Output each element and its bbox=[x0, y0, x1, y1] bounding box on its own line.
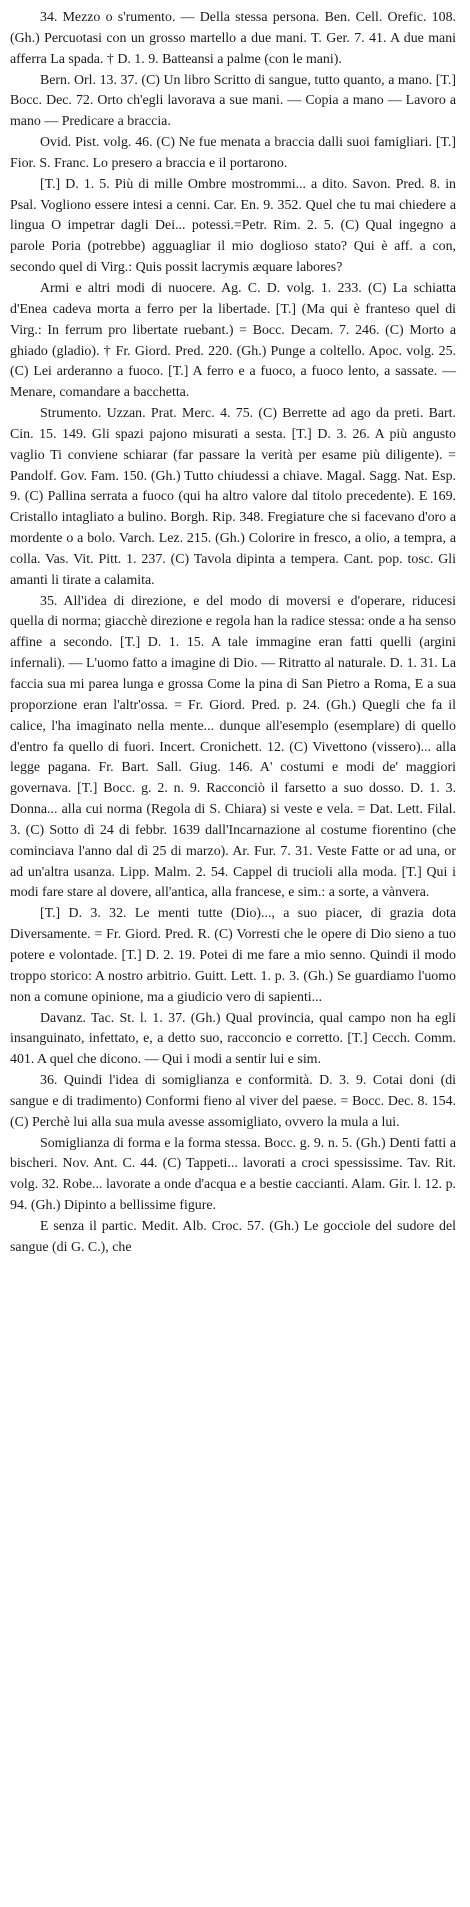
entry-paragraph: Strumento. Uzzan. Prat. Merc. 4. 75. (C) Berrette ad ago da preti. Bart. Cin. 15. 149. Gli spazi pajono misurati a sesta. [T.] D. 3. 26. A più angusto vaglio Ti conviene schiarar (far passare la verità per esame più diligente). = Pandolf. Gov. Fam. 150. (Gh.) Tutto chiudessi a chiave. Magal. Sagg. Nat. Esp. 9. (C) Pallina serrata a fuoco (qui ha altro valore dal titolo precedente). E 169. Cristallo intagliato a bulino. Borgh. Rip. 348. Fregiature che si facevano d'oro a mordente o a bolo. Varch. Lez. 215. (Gh.) Colorire in fresco, a olio, a tempra, a colla. Vas. Vit. Pitt. 1. 237. (C) Tavola dipinta a tempera. Cant. pop. tosc. Gli amanti li tirate a calamita. bbox=[10, 406, 456, 588]
entry-paragraph: Bern. Orl. 13. 37. (C) Un libro Scritto di sangue, tutto quanto, a mano. [T.] Bocc. Dec. 72. Orto ch'egli lavorava a sue mani. — Copia a mano — Lavoro a mano — Predicare a braccia. bbox=[10, 72, 456, 130]
entry-paragraph: 35. All'idea di direzione, e del modo di moversi e d'operare, riducesi quella di norma; giacchè direzione e regola han la radice stessa: onde a ha senso affine a secondo. [T.] D. 1. 15. A tale immagine eran fatti quelli (argini infernali). — L'uomo fatto a imagine di Dio. — Ritratto al naturale. D. 1. 31. La faccia sua mi parea lunga e grossa Come la pina di San Pietro a Roma, E a sua proporzione eran l'altr'ossa. = Fr. Giord. Pred. p. 24. (Gh.) Quegli che fa il calice, l'ha imaginato nella mente... dunque all'esemplo (esemplare) di quello d'entro fa quello di fuori. Incert. Cronichett. 12. (C) Vivettono (vissero)... alla legge pagana. Fr. Bart. Sall. Giug. 146. A' costumi e modi de' maggiori governava. [T.] Bocc. g. 2. n. 9. Racconciò il farsetto a suo dosso. D. 1. 3. Donna... alla cui norma (Regola di S. Chiara) si veste e vela. = Dat. Lett. Filal. 3. (C) Sotto dì 24 di febbr. 1639 dall'Incarnazione al costume fiorentino (che cominciava l'anno dal dì 25 di marzo). Ar. Fur. 7. 31. Veste Fatte or ad una, or ad un'altra usanza. Lipp. Malm. 2. 54. Cappel di trucioli alla moda. [T.] Qui i modi fare stare al dovere, all'antica, alla francese, e sim.: a sorte, a vànvera. bbox=[10, 593, 456, 901]
entry-paragraph: [T.] D. 3. 32. Le menti tutte (Dio)..., a suo piacer, di grazia dota Diversamente. = Fr. Giord. Pred. R. (C) Vorresti che le opere di Dio sieno a tuo potere e volontade. [T.] D. 2. 19. Potei di me fare a mio senno. Quindi il modo troppo storico: A nostro arbitrio. Guitt. Lett. 1. p. 3. (Gh.) Se guardiamo l'uomo non a comune opinione, ma a giudicio vero di sapienti... bbox=[10, 906, 456, 1005]
entry-paragraph: E senza il partic. Medit. Alb. Croc. 57. (Gh.) Le gocciole del sudore del sangue (di G. C.), che bbox=[10, 1218, 456, 1255]
entry-paragraph: [T.] D. 1. 5. Più di mille Ombre mostrommi... a dito. Savon. Pred. 8. in Psal. Vogliono essere intesi a cenni. Car. En. 9. 352. Quel che tu mai chiedere a lingua O impetrar dagli Dei... potessi.=Petr. Rim. 2. 5. (C) Qual ingegno a parole Poria (potrebbe) agguagliar il mio doglioso stato? Qui è aff. a con, secondo quel di Virg.: Quis possit lacrymis æquare labores? bbox=[10, 176, 456, 276]
entry-paragraph: Armi e altri modi di nuocere. Ag. C. D. volg. 1. 233. (C) La schiatta d'Enea cadeva morta a ferro per la libertade. [T.] (Ma qui è franteso quel di Virg.: In ferrum pro libertate ruebant.) = Bocc. Decam. 7. 246. (C) Morto a ghiado (gladio). † Fr. Giord. Pred. 220. (Gh.) Punge a coltello. Apoc. volg. 25. (C) Lei arderanno a fuoco. [T.] A ferro e a fuoco, a fuoco lento, a sassate. — Menare, comandare a bacchetta. bbox=[10, 280, 456, 401]
entry-paragraph: 34. Mezzo o s'rumento. — Della stessa persona. Ben. Cell. Orefic. 108. (Gh.) Percuotasi con un grosso martello a due mani. T. Ger. 7. 41. A due mani afferra La spada. † D. 1. 9. Batteansi a palme (con le mani). bbox=[10, 10, 456, 67]
entry-paragraph: Ovid. Pist. volg. 46. (C) Ne fue menata a braccia dalli suoi famigliari. [T.] Fior. S. Franc. Lo presero a braccia e il portarono. bbox=[10, 135, 456, 171]
entry-paragraph: 36. Quindi l'idea di somiglianza e conformità. D. 3. 9. Cotai doni (di sangue e di tradimento) Conformi fieno al viver del paese. = Bocc. Dec. 8. 154. (C) Perchè lui alla sua mula avesse assomigliato, ovvero la mula a lui. bbox=[10, 1073, 456, 1130]
entry-paragraph: Somiglianza di forma e la forma stessa. Bocc. g. 9. n. 5. (Gh.) Denti fatti a bischeri. Nov. Ant. C. 44. (C) Tappeti... lavorati a croci spessissime. Tav. Rit. volg. 32. Robe... lavorate a onde d'acqua e a bestie caccianti. Alam. Gir. l. 12. p. 94. (Gh.) Dipinto a bellissime figure. bbox=[10, 1135, 456, 1214]
entry-paragraph: Davanz. Tac. St. l. 1. 37. (Gh.) Qual provincia, qual campo non ha egli insanguinato, infettato, e, a detto suo, racconcio e corretto. [T.] Cecch. Comm. 401. A quel che dicono. — Qui i modi a sentir lui e sim. bbox=[10, 1010, 456, 1068]
